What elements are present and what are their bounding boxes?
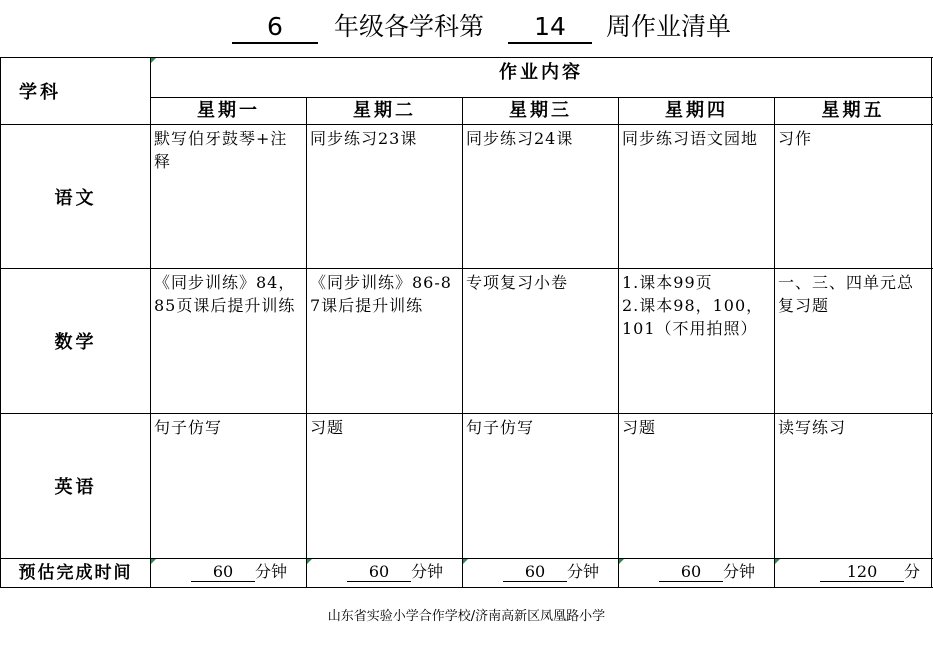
homework-cell: 同步练习语文园地	[622, 129, 759, 148]
homework-cell: 句子仿写	[466, 418, 535, 437]
homework-cell: 默写伯牙鼓琴+注释	[154, 129, 288, 171]
homework-cell: 同步练习23课	[310, 129, 418, 148]
time-cell-tue	[307, 560, 462, 587]
time-cell-fri	[775, 560, 931, 587]
week-value: 14	[508, 12, 592, 44]
time-unit: 分钟	[567, 562, 600, 581]
subject-english: 英语	[54, 477, 97, 498]
time-value: 60	[659, 563, 723, 582]
homework-cell: 一、三、四单元总复习题	[778, 273, 915, 315]
homework-cell: 读写练习	[778, 418, 847, 437]
subject-chinese: 语文	[54, 187, 97, 209]
time-value: 60	[347, 563, 411, 582]
day-header-thu: 星期四	[665, 100, 728, 121]
day-header-wed: 星期三	[509, 100, 572, 121]
time-value: 60	[191, 563, 255, 582]
homework-cell: 习题	[622, 418, 657, 437]
time-unit: 分钟	[411, 562, 444, 581]
title-text-2: 周作业清单	[606, 12, 732, 41]
subject-math: 数学	[54, 332, 97, 353]
homework-cell: 同步练习24课	[466, 129, 574, 148]
time-unit: 分钟	[255, 562, 288, 581]
homework-cell: 专项复习小卷	[466, 273, 569, 292]
homework-cell: 《同步训练》86-87课后提升训练	[310, 273, 452, 315]
homework-cell: 1.课本99页 2.课本98，100，101（不用拍照）	[622, 273, 764, 338]
estimated-time-label: 预估完成时间	[18, 563, 133, 583]
day-header-tue: 星期二	[353, 100, 416, 121]
homework-cell: 习作	[778, 129, 813, 148]
time-cell-thu	[619, 560, 774, 587]
homework-cell: 习题	[310, 418, 345, 437]
day-header-fri: 星期五	[821, 100, 885, 121]
time-unit: 分	[904, 562, 921, 581]
content-header: 作业内容	[499, 62, 583, 83]
homework-cell: 句子仿写	[154, 418, 223, 437]
school-footer: 山东省实验小学合作学校/济南高新区凤凰路小学	[327, 609, 606, 624]
time-cell-wed	[463, 560, 618, 587]
grade-value: 6	[232, 12, 318, 44]
homework-cell: 《同步训练》84，85页课后提升训练	[154, 273, 296, 315]
time-value: 120	[820, 563, 904, 582]
time-value: 60	[503, 563, 567, 582]
time-unit: 分钟	[723, 562, 756, 581]
time-cell-mon	[151, 560, 306, 587]
title-text-1: 年级各学科第	[334, 12, 485, 41]
subject-header: 学科	[19, 82, 61, 103]
day-header-mon: 星期一	[197, 100, 260, 121]
